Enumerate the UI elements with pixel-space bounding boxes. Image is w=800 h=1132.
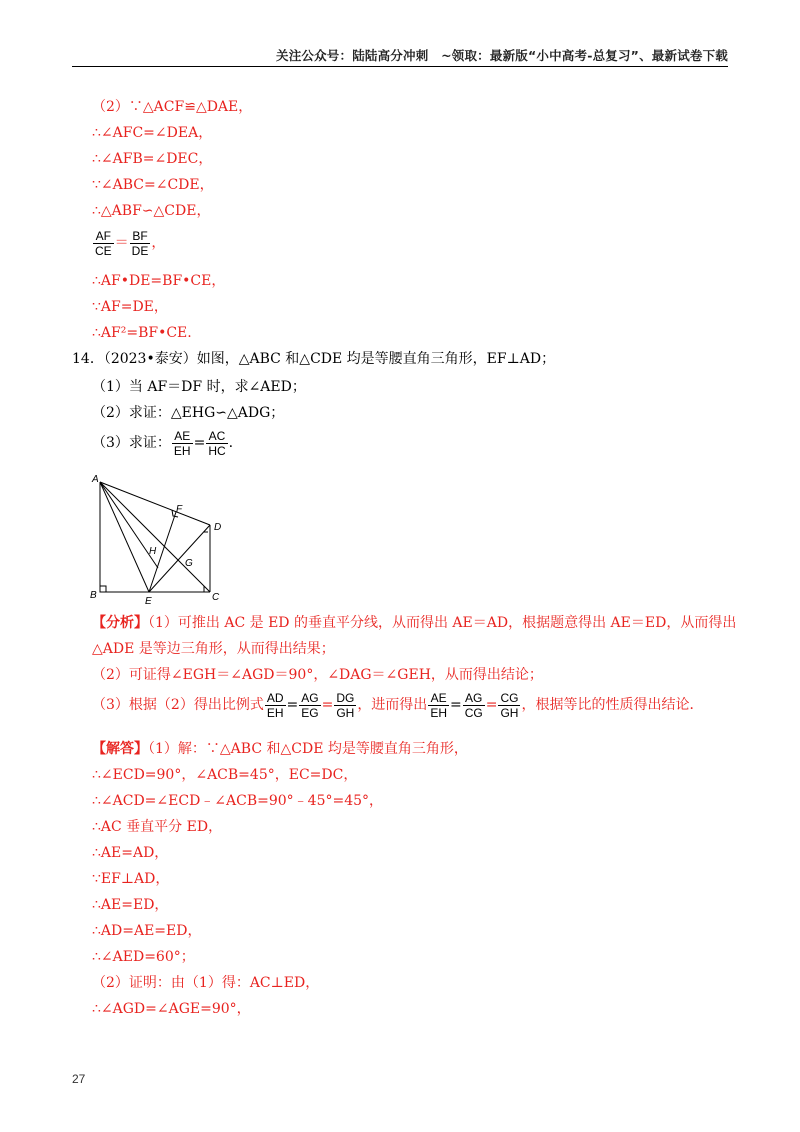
answer-line: （2）证明：由（1）得：AC⊥ED， [92,975,320,991]
segment-ed [149,525,210,592]
fraction: $\frac{AG}{EG}$ [301,690,319,720]
header-divider [72,66,728,67]
analysis-line-2: △ADE 是等边三角形，从而得出结果； [92,641,335,657]
page-number: 27 [72,1072,86,1086]
answer-line: ∴∠ECD=90°，∠ACB=45°，EC=DC， [92,767,358,783]
analysis-line-4: （3）根据（2）得出比例式 $\frac{AD}{EH}$ = $\frac{AG}{EG}$ = $\frac{DG}{GH}$ ，进而得出 $\frac{AE}{EH}$ = $\frac{AG}{CG}$ = $\frac{CG}{GH}$ ，根据等比的性质得出结论． [92,690,704,720]
fraction-line: $\frac{AF}{CE}$ ＝ $\frac{BF}{DE}$ ， [95,228,166,258]
fraction: $\frac{AF}{CE}$ [95,228,112,258]
page-header: 关注公众号：陆陆高分冲刺 ~领取：最新版“小中高考-总复习”、最新试卷下载 [276,48,728,63]
answer-line: ∴∠AED=60°； [92,949,195,965]
solution-line: ∵AF=DE， [92,299,168,315]
fraction: $\frac{AE}{EH}$ [173,428,191,458]
answer-line-1: 【解答】（1）解：∵△ABC 和△CDE 均是等腰直角三角形， [92,741,468,757]
answer-line: ∵EF⊥AD， [92,871,170,887]
analysis-line-3: （2）可证得∠EGH＝∠AGD＝90°，∠DAG＝∠GEH，从而得出结论； [92,667,543,683]
answer-line: ∴AE=ED， [92,897,169,913]
label-d: D [214,522,222,533]
solution-line: ∴AF•DE=BF•CE， [92,273,226,289]
solution-line: ∴△ABF∽△CDE， [92,203,211,219]
fraction: $\frac{BF}{DE}$ [131,228,149,258]
fraction: $\frac{AE}{EH}$ [430,690,447,720]
fraction: $\frac{CG}{GH}$ [500,690,519,720]
label-e: E [145,596,152,606]
geometry-figure [88,474,228,606]
problem-part-1: （1）当 AF＝DF 时，求∠AED； [92,379,306,395]
solution-line: ∴AF²=BF•CE. [92,325,192,341]
label-c: C [212,592,220,603]
answer-line: ∴AD=AE=ED， [92,923,202,939]
solution-line: ∴∠AFB=∠DEC， [92,151,213,167]
answer-line: ∴∠ACD=∠ECD﹣∠ACB=90°﹣45°=45°， [92,793,384,809]
label-g: G [185,558,193,569]
label-f: F [176,504,183,515]
solution-line: ∴∠AFC=∠DEA， [92,125,213,141]
fraction: $\frac{DG}{GH}$ [336,690,355,720]
right-angle-b [100,586,106,592]
answer-line: ∴AE=AD， [92,845,169,861]
label-h: H [149,546,157,557]
solution-line: ∵∠ABC=∠CDE， [92,177,214,193]
answer-line: ∴AC 垂直平分 ED， [92,819,223,835]
fraction: $\frac{AC}{HC}$ [208,428,226,458]
problem-part-3: （3）求证： $\frac{AE}{EH}$ = $\frac{AC}{HC}$ . [92,428,234,458]
label-a: A [92,474,99,485]
problem-part-2: （2）求证：△EHG∽△ADG； [92,405,285,421]
fraction: $\frac{AD}{EH}$ [266,690,284,720]
solution-line: （2）∵△ACF≌△DAE， [92,99,253,115]
problem-stem: 14．（2023•泰安）如图，△ABC 和△CDE 均是等腰直角三角形，EF⊥AD； [72,351,556,367]
answer-line: ∴∠AGD=∠AGE=90°， [92,1001,251,1017]
analysis-line-1: 【分析】（1）可推出 AC 是 ED 的垂直平分线，从而得出 AE＝AD，根据题意得出 AE＝ED，从而得出 [92,615,737,631]
label-b: B [90,590,97,601]
fraction: $\frac{AG}{CG}$ [464,690,483,720]
